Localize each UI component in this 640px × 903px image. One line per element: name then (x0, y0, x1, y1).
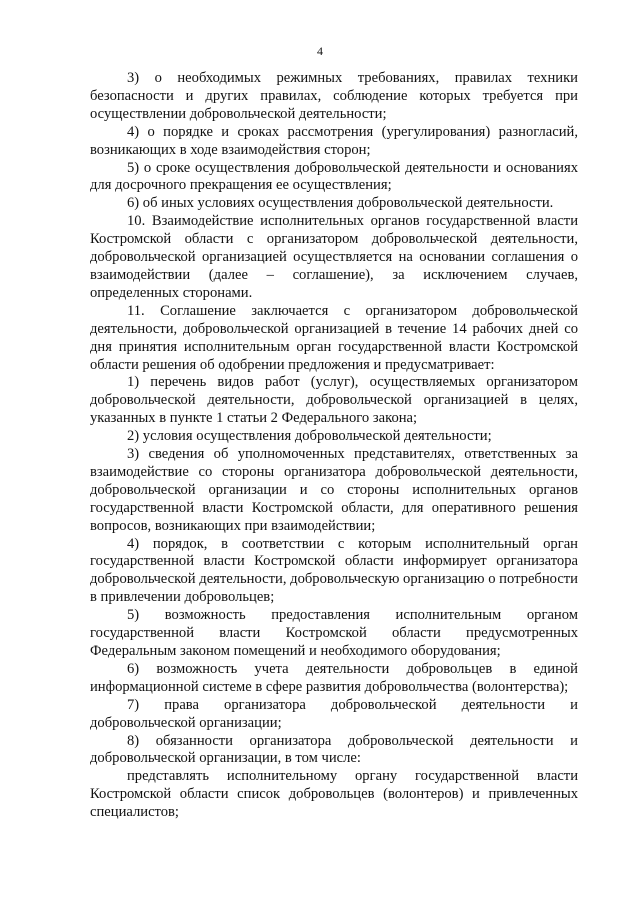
paragraph-item-6: 6) об иных условиях осуществления добровольческой деятельности. (127, 195, 554, 212)
paragraph-item-3: 3) о необходимых режимных требованиях, правилах техники безопасности и других правилах, соблюдение которых требуется при осуществлении добровольческой деятельности; (90, 70, 578, 122)
paragraph-subitem-2: 2) условия осуществления добровольческой деятельности; (127, 428, 492, 445)
page-number: 4 (317, 44, 323, 58)
paragraph-subitem-6: 6) возможность учета деятельности добровольцев в единой информационной системе в сфере развития добровольчества (волонтерства); (90, 660, 578, 695)
paragraph-item-5: 5) о сроке осуществления добровольческой деятельности и основаниях для досрочного прекращения ее осуществления; (90, 159, 578, 194)
paragraph-obligation-item: представлять исполнительному органу государственной власти Костромской области список добровольцев (волонтеров) и привлеченных специалистов; (90, 768, 578, 821)
document-body (90, 70, 578, 822)
paragraph-clause-11: 11. Соглашение заключается с организатором добровольческой деятельности, добровольческой организацией в течение 14 рабочих дней со дня принятия исполнительным орган государственной власти Костромской области решения об одобрении предложения и предусматривает: (90, 302, 578, 373)
paragraph-clause-10: 10. Взаимодействие исполнительных органов государственной власти Костромской области с организатором добровольческой деятельности, добровольческой организацией осуществляется на основании соглашения о взаимодействии (далее – соглашение), за исключением случаев, определенных сторонами. (90, 213, 578, 301)
paragraph-subitem-1: 1) перечень видов работ (услуг), осуществляемых организатором добровольческой деятельности, добровольческой организацией в целях, указанных в пункте 1 статьи 2 Федерального закона; (90, 374, 578, 427)
paragraph-subitem-7: 7) права организатора добровольческой деятельности и добровольческой организации; (90, 696, 578, 731)
paragraph-subitem-5: 5) возможность предоставления исполнительным органом государственной власти Костромской области предусмотренных Федеральным законом помещений и необходимого оборудования; (90, 607, 578, 659)
paragraph-subitem-4: 4) порядок, в соответствии с которым исполнительный орган государственной власти Костромской области информирует организатора добровольческой деятельности, добровольческую организацию о потребности в привлечении добровольцев; (90, 535, 578, 606)
paragraph-subitem-8: 8) обязанности организатора добровольческой деятельности и добровольческой организации, в том числе: (90, 732, 578, 767)
paragraph-subitem-3: 3) сведения об уполномоченных представителях, ответственных за взаимодействие со стороны организатора добровольческой деятельности, добровольческой организации и со стороны исполнительных органов государственной власти Костромской области, для оперативного решения вопросов, возникающих при взаимодействии; (90, 446, 578, 534)
paragraph-item-4: 4) о порядке и сроках рассмотрения (урегулирования) разногласий, возникающих в ходе взаимодействия сторон; (90, 123, 578, 158)
